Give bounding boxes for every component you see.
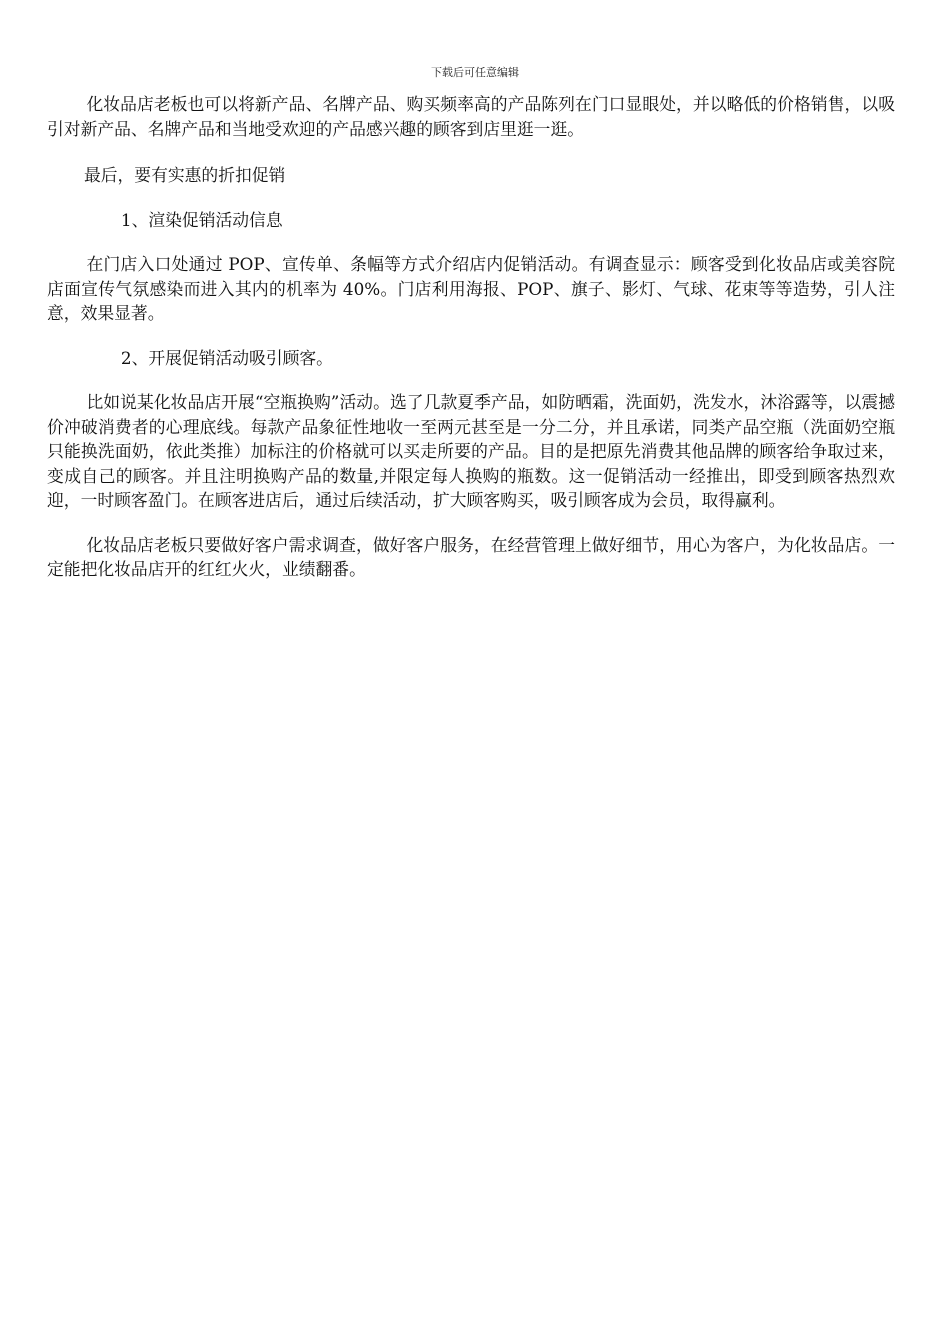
paragraph-conclusion: 化妆品店老板只要做好客户需求调查，做好客户服务，在经营管理上做好细节，用心为客户，为化妆品店。一定能把化妆品店开的红红火火，业绩翻番。 bbox=[47, 534, 895, 579]
list-item-promotion-info: 1、渲染促销活动信息 bbox=[120, 209, 283, 230]
page-header-note: 下载后可任意编辑 bbox=[431, 66, 519, 79]
document-body bbox=[47, 92, 895, 582]
paragraph-display-products: 化妆品店老板也可以将新产品、名牌产品、购买频率高的产品陈列在门口显眼处，并以略低的价格销售，以吸引对新产品、名牌产品和当地受欢迎的产品感兴趣的顾客到店里逛一逛。 bbox=[47, 94, 895, 139]
section-heading-discount-promotion: 最后，要有实惠的折扣促销 bbox=[83, 165, 286, 185]
paragraph-store-entrance-pop: 在门店入口处通过 POP、宣传单、条幅等方式介绍店内促销活动。有调查显示：顾客受到化妆品店或美容院店面宣传气氛感染而进入其内的机率为 40%。门店利用海报、POP、旗子、影灯、气球、花束等等造势，引人注意，效果显著。 bbox=[47, 254, 895, 323]
paragraph-empty-bottle-exchange: 比如说某化妆品店开展“空瓶换购”活动。选了几款夏季产品，如防晒霜，洗面奶，洗发水，沐浴露等，以震撼价冲破消费者的心理底线。每款产品象征性地收一至两元甚至是一分二分，并且承诺，同类产品空瓶（洗面奶空瓶只能换洗面奶，依此类推）加标注的价格就可以买走所要的产品。目的是把原先消费其他品牌的顾客给争取过来，变成自己的顾客。并且注明换购产品的数量,并限定每人换购的瓶数。这一促销活动一经推出，即受到顾客热烈欢迎，一时顾客盈门。在顾客进店后，通过后续活动，扩大顾客购买，吸引顾客成为会员，取得赢利。 bbox=[47, 392, 895, 510]
list-item-promotion-activity: 2、开展促销活动吸引顾客。 bbox=[120, 347, 333, 368]
